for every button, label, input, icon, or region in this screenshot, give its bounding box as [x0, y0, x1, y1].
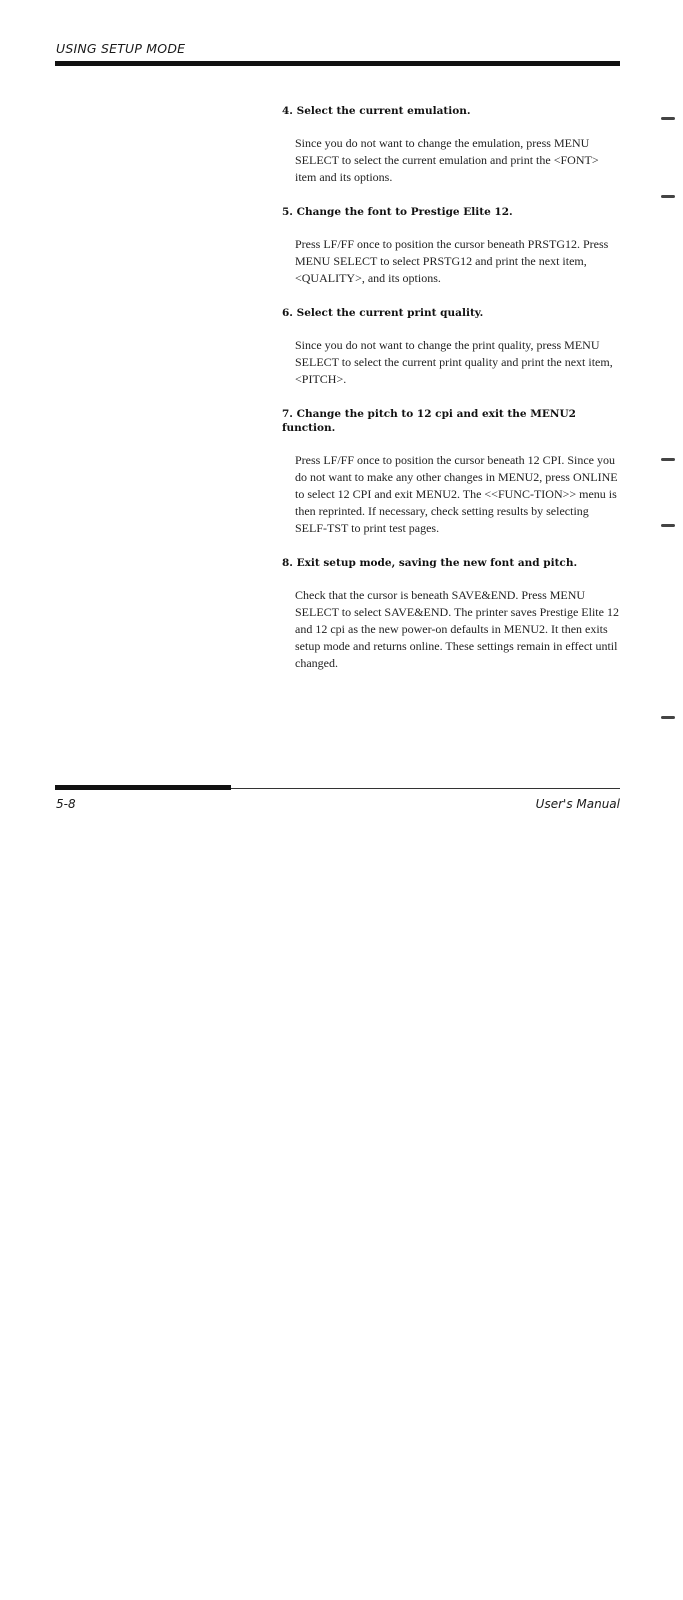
step-8: [282, 556, 622, 672]
page-number: 5-8: [56, 797, 76, 811]
step-4: [282, 104, 622, 186]
step-body: Press LF/FF once to position the cursor beneath PRSTG12. Press MENU SELECT to select PRSTG12 and print the next item, <QUALITY>, and its options.: [295, 237, 609, 285]
step-body: Since you do not want to change the emulation, press MENU SELECT to select the current emulation and print the <FONT> item and its options.: [295, 136, 599, 184]
step-heading: 5. Change the font to Prestige Elite 12.: [282, 206, 513, 218]
scan-edge-mark: [661, 117, 675, 120]
manual-title: User's Manual: [535, 797, 620, 811]
instruction-steps: [282, 104, 622, 691]
step-body: Check that the cursor is beneath SAVE&END. Press MENU SELECT to select SAVE&END. The printer saves Prestige Elite 12 and 12 cpi as the new power-on defaults in MENU2. It then exits setup mode and returns online. These settings remain in effect until changed.: [295, 588, 619, 670]
scan-edge-mark: [661, 195, 675, 198]
step-7: [282, 407, 622, 537]
step-5: [282, 205, 622, 287]
step-heading: 6. Select the current print quality.: [282, 307, 484, 319]
step-body: Press LF/FF once to position the cursor beneath 12 CPI. Since you do not want to make any other changes in MENU2, press ONLINE to select 12 CPI and exit MENU2. The <<FUNC-TION>> menu is then reprinted. If necessary, check setting results by selecting SELF-TST to print test pages.: [295, 453, 618, 535]
header-rule: [55, 61, 620, 66]
scan-edge-mark: [661, 458, 675, 461]
step-6: [282, 306, 622, 388]
footer-rule-thin: [231, 788, 620, 789]
scan-edge-mark: [661, 716, 675, 719]
footer-rule-thick: [55, 785, 231, 790]
step-body: Since you do not want to change the print quality, press MENU SELECT to select the current print quality and print the next item, <PITCH>.: [295, 338, 613, 386]
step-heading: 8. Exit setup mode, saving the new font and pitch.: [282, 557, 578, 569]
header-title: USING SETUP MODE: [56, 41, 186, 56]
step-heading: 7. Change the pitch to 12 cpi and exit the MENU2 function.: [282, 408, 576, 434]
step-heading: 4. Select the current emulation.: [282, 105, 471, 117]
scan-edge-mark: [661, 524, 675, 527]
